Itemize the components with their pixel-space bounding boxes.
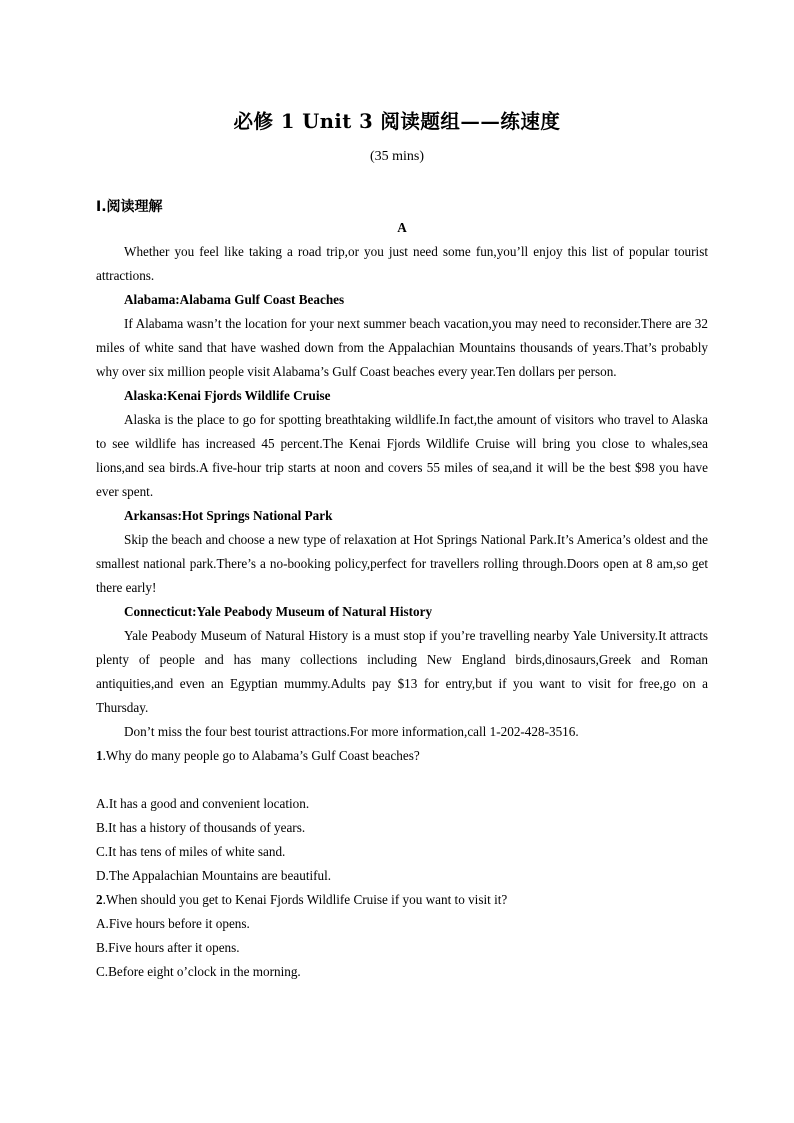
passage-intro: Whether you feel like taking a road trip,or you just need some fun,you’ll enjoy this list of popular tourist attractions.	[96, 244, 708, 283]
question-stem: .When should you get to Kenai Fjords Wildlife Cruise if you want to visit it?	[102, 892, 508, 907]
attraction-heading-connecticut: Connecticut:Yale Peabody Museum of Natural History	[124, 604, 433, 619]
option-2a: A.Five hours before it opens.	[96, 916, 250, 931]
attraction-text-arkansas: Skip the beach and choose a new type of relaxation at Hot Springs National Park.It’s America’s oldest and the smallest national park.There’s a no-booking policy,perfect for travellers rolling through.Doors open at 8 am,so get there early!	[96, 532, 708, 595]
option-1a: A.It has a good and convenient location.	[96, 796, 310, 811]
section-heading: Ⅰ.阅读理解	[96, 199, 163, 215]
attraction-heading-arkansas: Arkansas:Hot Springs National Park	[124, 508, 333, 523]
question-number: 2	[96, 892, 103, 907]
question-2	[96, 888, 708, 912]
passage-body	[96, 216, 708, 984]
attraction-text-connecticut: Yale Peabody Museum of Natural History is a must stop if you’re travelling nearby Yale University.It attracts plenty of people and has many collections including New England birds,dinosaurs,Greek and Roman antiquities,and even an Egyptian mummy.Adults pay $13 for entry,but if you want to visit for free,go on a Thursday.	[96, 628, 708, 715]
time-limit: (35 mins)	[369, 149, 425, 164]
passage-closing: Don’t miss the four best tourist attractions.For more information,call 1-202-428-3516.	[124, 724, 579, 739]
attraction-heading-alaska: Alaska:Kenai Fjords Wildlife Cruise	[124, 388, 331, 403]
question-stem: .Why do many people go to Alabama’s Gulf Coast beaches?	[102, 748, 420, 763]
question-1	[96, 744, 708, 768]
passage-label: A	[397, 220, 407, 235]
attraction-heading-alabama: Alabama:Alabama Gulf Coast Beaches	[124, 292, 345, 307]
attraction-text-alaska: Alaska is the place to go for spotting breathtaking wildlife.In fact,the amount of visitors who travel to Alaska to see wildlife has increased 45 percent.The Kenai Fjords Wildlife Cruise will bring you close to whales,sea lions,and sea birds.A five-hour trip starts at noon and covers 55 miles of sea,and it will be the best $98 you have ever spent.	[96, 412, 708, 499]
option-1d: D.The Appalachian Mountains are beautiful.	[96, 868, 332, 883]
option-1b: B.It has a history of thousands of years.	[96, 820, 306, 835]
page-title: 必修 1 Unit 3 阅读题组——练速度	[233, 110, 561, 133]
option-2b: B.Five hours after it opens.	[96, 940, 240, 955]
option-2c: C.Before eight o’clock in the morning.	[96, 964, 301, 979]
option-1c: C.It has tens of miles of white sand.	[96, 844, 286, 859]
attraction-text-alabama: If Alabama wasn’t the location for your next summer beach vacation,you may need to reconsider.There are 32 miles of white sand that have washed down from the Appalachian Mountains thousands of years.That’s probably why over six million people visit Alabama’s Gulf Coast beaches every year.Ten dollars per person.	[96, 316, 708, 379]
question-number: 1	[96, 748, 103, 763]
answer-gap	[96, 768, 708, 792]
